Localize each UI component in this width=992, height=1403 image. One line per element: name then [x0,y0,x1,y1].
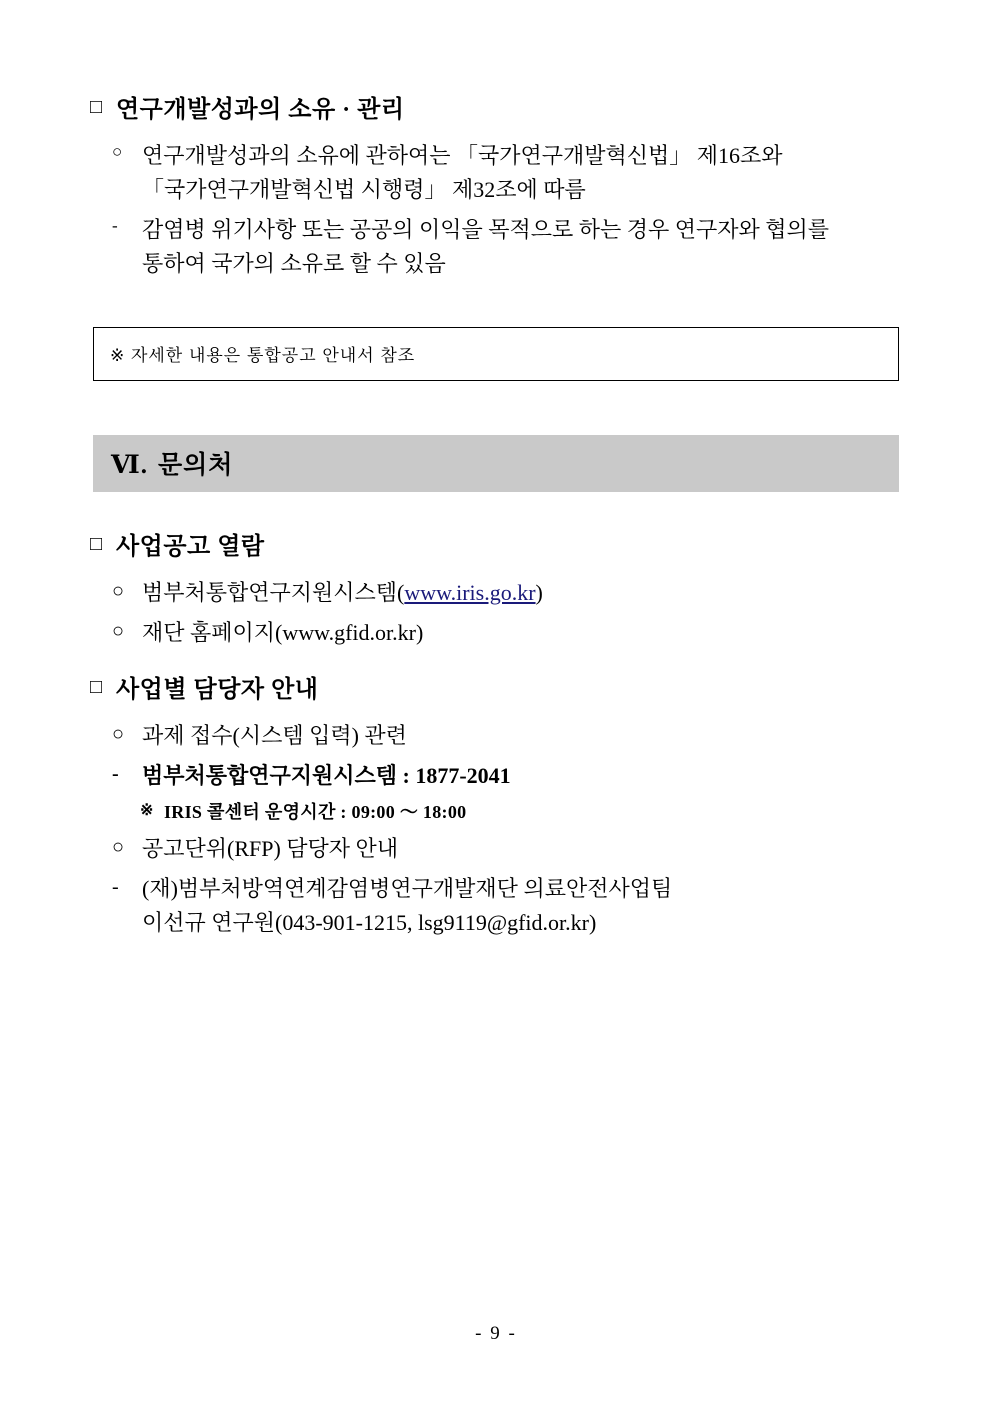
ownership-item-2 [90,213,902,281]
contact-group1-hours [90,799,902,826]
heading-ownership [90,95,902,125]
circle-bullet-icon: ○ [112,835,125,858]
contact-group1-title [90,719,902,753]
contact-group1-phone [90,759,902,793]
contact-group2-detail [90,872,902,940]
contact-group1-title-text: 과제 접수(시스템 입력) 관련 [142,722,407,748]
note-box-text: ※ 자세한 내용은 통합공고 안내서 참조 [110,346,416,366]
section-numeral: Ⅵ. [111,452,148,480]
heading-announcement-view [90,532,902,562]
ownership-item-2-text [142,213,829,281]
ownership-item-2-line1: 감염병 위기사항 또는 공공의 이익을 목적으로 하는 경우 연구자와 협의를 [142,217,830,243]
contact-group2-detail-text [142,872,672,940]
announcement-item-iris [90,576,902,610]
heading-contact-by-project [90,675,902,705]
ownership-item-1 [90,139,902,207]
spacer-before-note [90,287,902,327]
contact-group2-title-text: 공고단위(RFP) 담당자 안내 [142,835,399,861]
ownership-item-1-line2: 「국가연구개발혁신법 시행령」 제32조에 따름 [142,177,586,203]
spacer-before-section [90,381,902,435]
ownership-item-2-line2: 통하여 국가의 소유로 할 수 있음 [142,251,446,277]
contact-group1-phone-text: 범부처통합연구지원시스템 : 1877-2041 [142,762,511,788]
announcement-item-foundation-text: 재단 홈페이지(www.gfid.or.kr) [142,620,424,646]
iris-suffix: ) [535,580,543,606]
square-bullet-icon: □ [90,533,103,556]
dash-bullet-icon: - [112,875,119,898]
reference-mark-icon: ※ [140,801,154,819]
iris-website-link[interactable]: www.iris.go.kr [404,580,536,606]
section-title: 문의처 [158,452,234,480]
iris-prefix: 범부처통합연구지원시스템( [142,580,405,606]
circle-bullet-icon: ○ [112,722,125,745]
page-footer [0,1323,992,1345]
circle-bullet-icon: ○ [112,620,125,643]
circle-bullet-icon: ○ [112,142,123,161]
section-heading-contact [93,435,899,492]
contact-group2-line2: 이선규 연구원(043-901-1215, lsg9119@gfid.or.kr) [142,909,597,935]
contact-group1-hours-text: IRIS 콜센터 운영시간 : 09:00 ～ 18:00 [164,801,467,822]
heading-announcement-view-label: 사업공고 열람 [116,534,265,561]
square-bullet-icon: □ [90,675,103,698]
announcement-item-foundation [90,616,902,650]
spacer-after-section [90,492,902,532]
note-box [93,327,899,381]
announcement-item-iris-text [142,576,543,610]
ownership-item-1-text [142,139,783,207]
heading-contact-by-project-label: 사업별 담당자 안내 [116,676,319,703]
ownership-item-1-line1: 연구개발성과의 소유에 관하여는 「국가연구개발혁신법」 제16조와 [142,143,783,168]
heading-ownership-label: 연구개발성과의 소유 · 관리 [116,97,405,123]
contact-group2-line1: (재)범부처방역연계감염병연구개발재단 의료안전사업팀 [142,875,673,901]
circle-bullet-icon: ○ [112,580,125,603]
dash-bullet-icon: - [112,216,118,236]
dash-bullet-icon: - [112,762,119,785]
spacer-before-contacts [90,657,902,675]
square-bullet-icon: □ [90,96,103,118]
contact-group2-title [90,832,902,866]
page-number: - 9 - [475,1323,517,1344]
